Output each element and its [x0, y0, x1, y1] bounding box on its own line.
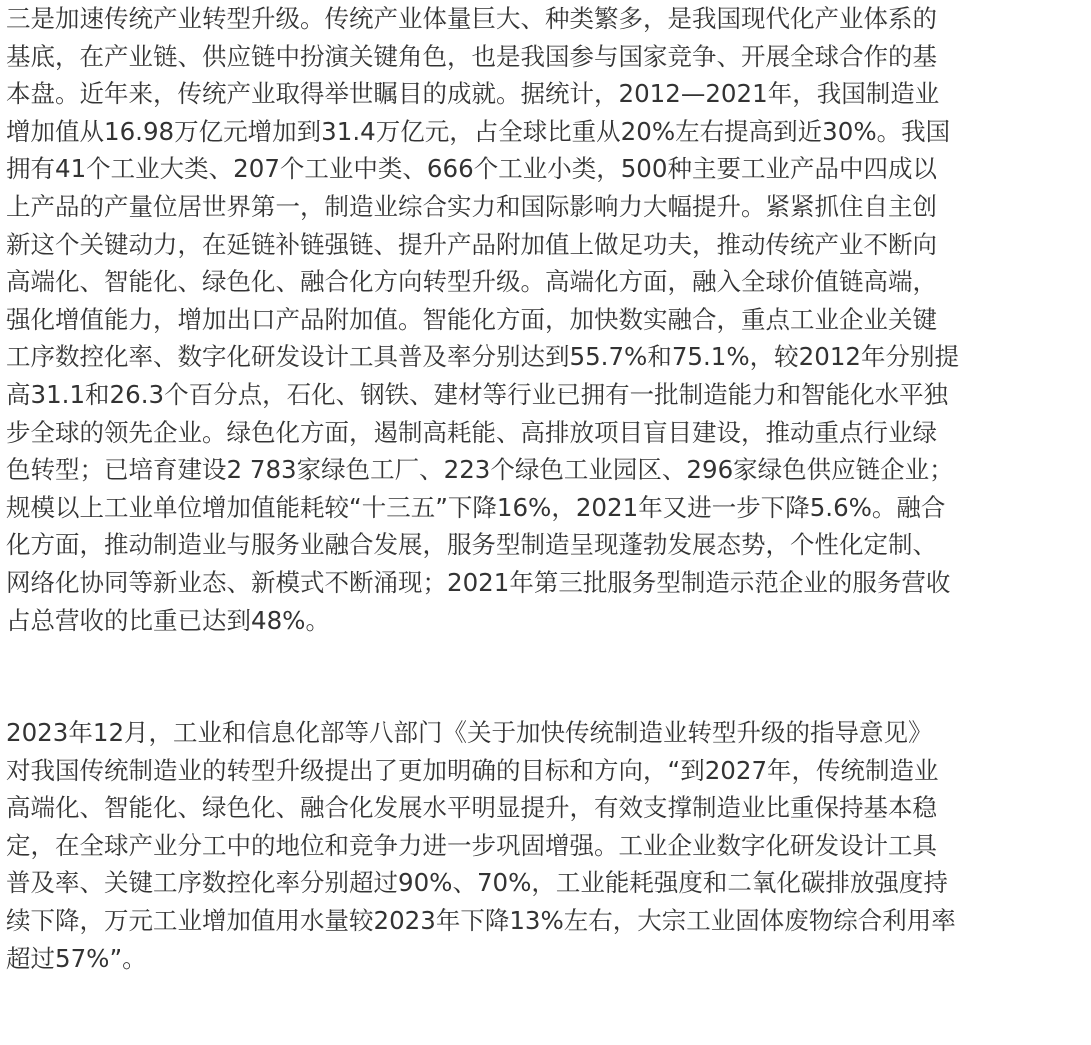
text-line: 续下降，万元工业增加值用水量较2023年下降13%左右，大宗工业固体废物综合利用率 [6, 906, 956, 936]
text-line: 拥有41个工业大类、207个工业中类、666个工业小类，500种主要工业产品中四成以 [6, 154, 937, 184]
text-line: 基底，在产业链、供应链中扮演关键角色，也是我国参与国家竞争、开展全球合作的基 [6, 41, 937, 71]
text-line: 规模以上工业单位增加值能耗较“十三五”下降16%，2021年又进一步下降5.6%。融合 [6, 492, 946, 522]
text-line: 新这个关键动力，在延链补链强链、提升产品附加值上做足功夫，推动传统产业不断向 [6, 229, 937, 259]
text-line: 网络化协同等新业态、新模式不断涌现；2021年第三批服务型制造示范企业的服务营收 [6, 567, 951, 597]
paragraph-1 [6, 0, 1088, 639]
text-line: 上产品的产量位居世界第一，制造业综合实力和国际影响力大幅提升。紧紧抓住自主创 [6, 191, 937, 221]
text-line: 定，在全球产业分工中的地位和竞争力进一步巩固增强。工业企业数字化研发设计工具 [6, 830, 937, 860]
text-line: 工序数控化率、数字化研发设计工具普及率分别达到55.7%和75.1%，较2012年分别提 [6, 342, 960, 372]
text-line: 步全球的领先企业。绿色化方面，遏制高耗能、高排放项目盲目建设，推动重点行业绿 [6, 417, 937, 447]
text-line: 色转型；已培育建设2 783家绿色工厂、223个绿色工业园区、296家绿色供应链企业； [6, 455, 954, 485]
paragraph-spacer [6, 639, 1088, 714]
text-line: 强化增值能力，增加出口产品附加值。智能化方面，加快数实融合，重点工业企业关键 [6, 304, 937, 334]
text-line: 占总营收的比重已达到48%。 [6, 605, 330, 635]
text-line: 三是加速传统产业转型升级。传统产业体量巨大、种类繁多，是我国现代化产业体系的 [6, 4, 937, 33]
text-line: 高31.1和26.3个百分点，石化、钢铁、建材等行业已拥有一批制造能力和智能化水平独 [6, 379, 949, 409]
text-line: 化方面，推动制造业与服务业融合发展，服务型制造呈现蓬勃发展态势，个性化定制、 [6, 530, 937, 560]
article-body [6, 0, 1088, 977]
paragraph-2 [6, 714, 1088, 977]
text-line: 本盘。近年来，传统产业取得举世瞩目的成就。据统计，2012—2021年，我国制造业 [6, 79, 940, 109]
text-line: 超过57%”。 [6, 943, 147, 973]
text-line: 普及率、关键工序数控化率分别超过90%、70%，工业能耗强度和二氧化碳排放强度持 [6, 868, 948, 898]
text-line: 对我国传统制造业的转型升级提出了更加明确的目标和方向，“到2027年，传统制造业 [6, 755, 939, 785]
text-line: 高端化、智能化、绿色化、融合化发展水平明显提升，有效支撑制造业比重保持基本稳 [6, 793, 937, 823]
text-line: 高端化、智能化、绿色化、融合化方向转型升级。高端化方面，融入全球价值链高端， [6, 267, 937, 297]
text-line: 2023年12月，工业和信息化部等八部门《关于加快传统制造业转型升级的指导意见》 [6, 718, 933, 748]
text-line: 增加值从16.98万亿元增加到31.4万亿元，占全球比重从20%左右提高到近30%。我国 [6, 116, 951, 146]
